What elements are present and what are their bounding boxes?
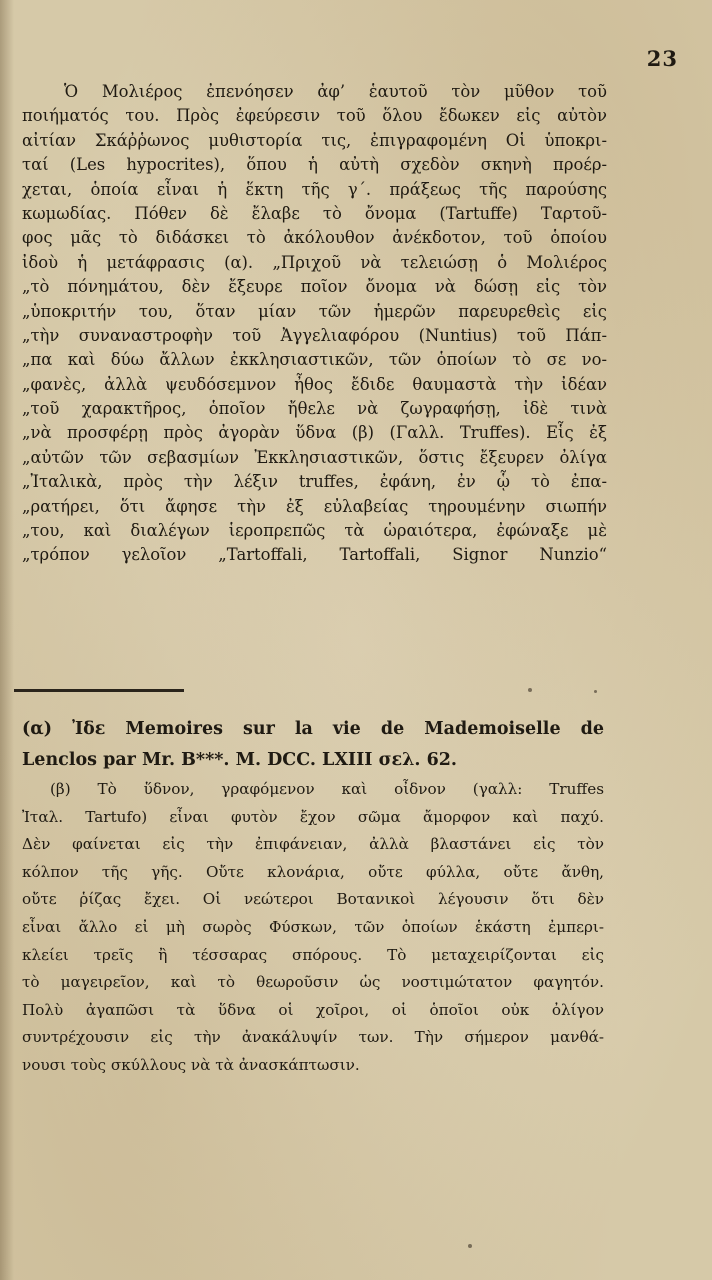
text-line: „αὐτῶν τῶν σεβασμίων Ἐκκλησιαστικῶν, ὅστις ἔξευρεν ὀλίγα — [22, 447, 607, 467]
text-line: „τρόπον γελοῖον „Tartoffali, Tartoffali, Signor Nunzio“ — [22, 545, 607, 565]
text-line: „πα καὶ δύω ἄλλων ἐκκλησιαστικῶν, τῶν ὁποίων τὸ σε νο- — [22, 350, 607, 370]
footnote-line: (α) Ἰδε Memoires sur la vie de Mademoiselle de — [22, 719, 604, 739]
footnote-line: νουσι τοὺς σκύλλους νὰ τὰ ἀνασκάπτωσιν. — [22, 1055, 360, 1074]
ink-speck — [468, 1244, 472, 1248]
text-line: „του, καὶ διαλέγων ἱεροπρεπῶς τὰ ὡραιότερα, ἐφώναξε μὲ — [22, 521, 607, 541]
footnote-line: συντρέχουσιν εἰς τὴν ἀνακάλυψίν των. Τὴν σήμερον μανθά- — [22, 1028, 604, 1047]
text-line: χεται, ὁποία εἶναι ἡ ἕκτη τῆς γ΄. πράξεως τῆς παρούσης — [22, 179, 607, 199]
footnote-line: κόλπον τῆς γῆς. Οὔτε κλονάρια, οὔτε φύλλα, οὔτε ἄνθη, — [22, 862, 604, 881]
text-line: „φανὲς, ἀλλὰ ψευδόσεμνον ἦθος ἔδιδε θαυμαστὰ τὴν ἰδέαν — [22, 374, 607, 394]
text-line: „τοῦ χαρακτῆρος, ὁποῖον ἤθελε νὰ ζωγραφήσῃ, ἰδὲ τινὰ — [22, 399, 607, 419]
text-line: ταί (Les hypocrites), ὅπου ἡ αὐτὴ σχεδὸν σκηνὴ προέρ- — [22, 155, 607, 175]
text-line: „ρατήρει, ὅτι ἄφησε τὴν ἐξ εὐλαβείας τηρουμένην σιωπήν — [22, 496, 607, 516]
footnote-line: Δὲν φαίνεται εἰς τὴν ἐπιφάνειαν, ἀλλὰ βλαστάνει εἰς τὸν — [22, 835, 604, 854]
footnote-line: οὔτε ῥίζας ἔχει. Οἱ νεώτεροι Βοτανικοὶ λέγουσιν ὅτι δὲν — [22, 890, 604, 909]
footnote-line: κλείει τρεῖς ἢ τέσσαρας σπόρους. Τὸ μεταχειρίζονται εἰς — [22, 945, 604, 964]
text-line: „νὰ προσφέρῃ πρὸς ἀγορὰν ὕδνα (β) (Γαλλ. Truffes). Εἷς ἐξ — [22, 423, 607, 443]
footnote-divider — [14, 689, 184, 692]
text-line: „ὑποκριτήν του, ὅταν μίαν τῶν ἡμερῶν παρευρεθεὶς εἰς — [22, 301, 607, 321]
text-line: κωμωδίας. Πόθεν δὲ ἔλαβε τὸ ὄνομα (Tartuffe) Ταρτοῦ- — [22, 203, 607, 223]
ink-speck — [528, 688, 532, 692]
text-line: φος μᾶς τὸ διδάσκει τὸ ἀκόλουθον ἀνέκδοτον, τοῦ ὁποίου — [22, 228, 607, 248]
footnote-line: Πολὺ ἀγαπῶσι τὰ ὕδνα οἱ χοῖροι, οἱ ὁποῖοι οὐκ ὀλίγον — [22, 1000, 604, 1019]
footnote-line: Ἰταλ. Tartufo) εἶναι φυτὸν ἔχον σῶμα ἄμορφον καὶ παχύ. — [22, 807, 604, 826]
ink-speck — [594, 690, 597, 693]
footnote-line: (β) Τὸ ὕδνον, γραφόμενον καὶ οἶδνον (γαλλ: Truffes — [50, 780, 604, 798]
footnote-line: τὸ μαγειρεῖον, καὶ τὸ θεωροῦσιν ὡς νοστιμώτατον φαγητόν. — [22, 973, 604, 992]
page-number: 23 — [646, 46, 678, 71]
text-line: ἰδοὺ ἡ μετάφρασις (α). „Πριχοῦ νὰ τελειώσῃ ὁ Μολιέρος — [22, 252, 607, 272]
footnote-line: εἶναι ἄλλο εἰ μὴ σωρὸς Φύσκων, τῶν ὁποίων ἑκάστη ἐμπερι- — [22, 917, 604, 936]
text-line: „τὴν συναναστροφὴν τοῦ Ἀγγελιαφόρου (Nuntius) τοῦ Πάπ- — [22, 325, 607, 345]
text-line: Ὁ Μολιέρος ἐπενόησεν ἀφ’ ἑαυτοῦ τὸν μῦθον τοῦ — [64, 82, 607, 101]
text-line: αἰτίαν Σκάῤῥωνος μυθιστορία τις, ἐπιγραφομένη Οἱ ὑποκρι- — [22, 130, 607, 150]
text-line: „Ἰταλικὰ, πρὸς τὴν λέξιν truffes, ἐφάνη, ἐν ᾧ τὸ ἐπα- — [22, 472, 607, 492]
footnote-line: Lenclos par Mr. B***. M. DCC. LXIII σελ. 62. — [22, 750, 458, 770]
text-line: ποιήματός του. Πρὸς ἐφεύρεσιν τοῦ ὅλου ἔδωκεν εἰς αὐτὸν — [22, 106, 607, 126]
main-text — [22, 80, 607, 568]
footnotes — [22, 714, 604, 1080]
text-line: „τὸ πόνημάτου, δὲν ἔξευρε ποῖον ὄνομα νὰ δώσῃ εἰς τὸν — [22, 277, 607, 297]
